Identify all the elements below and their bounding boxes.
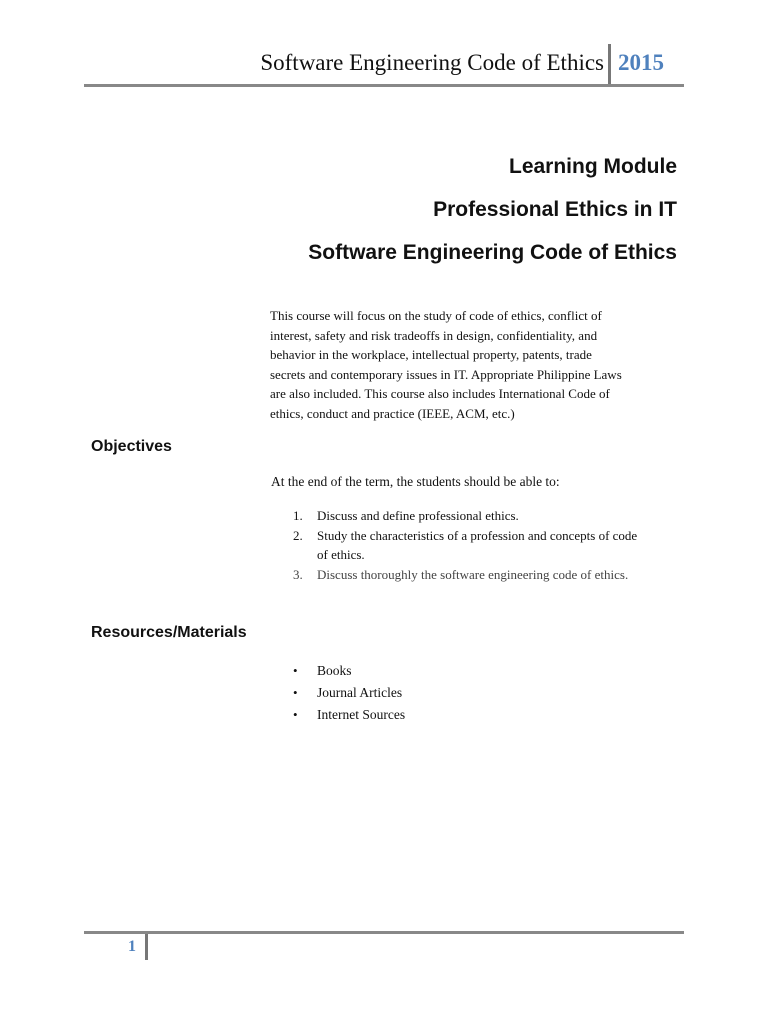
description-line: secrets and contemporary issues in IT. Appropriate Philippine Laws [270,366,622,382]
header-divider [608,44,611,86]
item-text: Study the characteristics of a profession and concepts of code [317,527,638,543]
resources-list [271,660,405,726]
page-header [84,44,684,86]
item-text: Books [317,663,352,678]
footer-rule [84,931,684,934]
objectives-list [271,506,691,584]
description-line: This course will focus on the study of code of ethics, conflict of [270,308,602,323]
item-text: Journal Articles [317,685,403,700]
objectives-heading: Objectives [91,438,172,455]
list-item [271,526,691,565]
description-line: are also included. This course also includes International Code of [270,386,610,401]
header-title: Software Engineering Code of Ethics [260,50,604,75]
bullet-icon: • [293,707,298,722]
item-text: of ethics. [317,547,365,562]
title-topic: Software Engineering Code of Ethics [308,241,677,264]
list-item [271,506,691,526]
item-number: 2. [293,527,303,543]
course-description [270,306,680,423]
item-text: Internet Sources [317,707,406,722]
resources-heading: Resources/Materials [91,624,247,641]
objectives-intro: At the end of the term, the students should be able to: [271,474,560,489]
header-year: 2015 [618,50,664,75]
title-learning-module: Learning Module [509,155,677,178]
item-text: Discuss and define professional ethics. [317,508,519,523]
title-course-name: Professional Ethics in IT [433,198,677,221]
list-item [271,704,405,726]
list-item [271,565,691,585]
bullet-icon: • [293,663,298,678]
list-item [271,682,405,704]
list-item [271,660,405,682]
item-number: 3. [293,566,303,582]
description-line: behavior in the workplace, intellectual property, patents, trade [270,347,592,362]
description-line: interest, safety and risk tradeoffs in design, confidentiality, and [270,327,598,343]
page-number: 1 [128,938,136,955]
item-number: 1. [293,508,303,523]
title-block [308,145,677,274]
footer-divider [145,934,148,960]
description-line: ethics, conduct and practice (IEEE, ACM, etc.) [270,405,515,421]
item-text: Discuss thoroughly the software engineering code of ethics. [317,566,629,582]
header-rule [84,84,684,87]
bullet-icon: • [293,685,298,700]
